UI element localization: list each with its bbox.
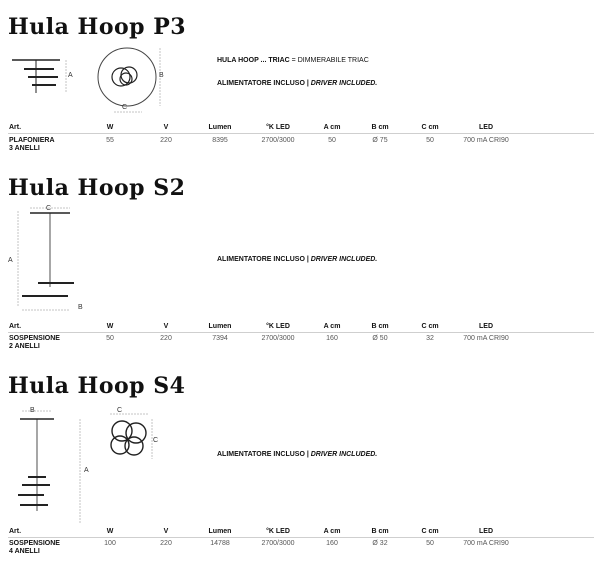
row-v: 220 xyxy=(160,540,172,547)
row-c: 32 xyxy=(426,335,434,342)
dim-label-c: C xyxy=(46,205,52,212)
col-lumen: Lumen xyxy=(208,528,232,535)
col-art: Art. xyxy=(9,124,22,131)
triac-note xyxy=(217,57,369,64)
col-led: LED xyxy=(479,124,493,131)
driver-note-en: DRIVER INCLUDED. xyxy=(310,256,378,263)
driver-note xyxy=(217,80,377,87)
driver-note-en: DRIVER INCLUDED. xyxy=(310,451,378,458)
col-art: Art. xyxy=(9,528,22,535)
row-name-line1: SOSPENSIONE xyxy=(9,540,60,547)
col-w: W xyxy=(106,528,114,535)
driver-note xyxy=(217,256,377,263)
col-lumen: Lumen xyxy=(208,323,232,330)
row-name-line1: SOSPENSIONE xyxy=(9,335,60,342)
row-v: 220 xyxy=(160,137,172,144)
row-k-led: 2700/3000 xyxy=(261,137,295,144)
product-title: Hula Hoop S4 xyxy=(8,373,186,399)
table-divider xyxy=(8,537,594,538)
driver-note xyxy=(217,451,377,458)
table-divider xyxy=(8,332,594,333)
dim-label-b: B xyxy=(78,304,83,311)
product-title: Hula Hoop S2 xyxy=(8,175,186,201)
col-k-led: °K LED xyxy=(266,124,290,131)
product-title: Hula Hoop P3 xyxy=(8,14,187,40)
dim-label-c-top: C xyxy=(117,407,123,414)
product-section-s4 xyxy=(0,373,600,576)
col-b: B cm xyxy=(371,323,389,330)
col-c: C cm xyxy=(421,323,439,330)
driver-note-it: ALIMENTATORE INCLUSO | xyxy=(217,80,311,87)
driver-note-en: DRIVER INCLUDED. xyxy=(310,80,378,87)
row-name-line2: 3 ANELLI xyxy=(9,145,40,152)
col-art: Art. xyxy=(9,323,22,330)
row-b: Ø 50 xyxy=(372,335,388,342)
col-k-led: °K LED xyxy=(266,528,290,535)
col-k-led: °K LED xyxy=(266,323,290,330)
col-b: B cm xyxy=(371,528,389,535)
row-a: 160 xyxy=(326,335,338,342)
col-c: C cm xyxy=(421,124,439,131)
col-a: A cm xyxy=(323,528,341,535)
row-c: 50 xyxy=(426,540,434,547)
dim-label-a: A xyxy=(68,72,73,79)
dim-label-c: C xyxy=(122,104,128,111)
dim-label-b: B xyxy=(159,72,164,79)
row-w: 55 xyxy=(106,137,114,144)
product-section-p3 xyxy=(0,0,600,190)
row-v: 220 xyxy=(160,335,172,342)
row-lumen: 8395 xyxy=(212,137,228,144)
p3-dimension-lines xyxy=(96,46,166,116)
triac-note-text: = DIMMERABILE TRIAC xyxy=(289,57,369,64)
s2-pendant-drawing xyxy=(8,207,88,317)
row-w: 50 xyxy=(106,335,114,342)
row-name-line1: PLAFONIERA xyxy=(9,137,55,144)
row-led: 700 mA CRI90 xyxy=(463,137,509,144)
col-c: C cm xyxy=(421,528,439,535)
s4-top-view-drawing xyxy=(100,411,160,467)
row-k-led: 2700/3000 xyxy=(261,540,295,547)
dim-label-c-side: C xyxy=(153,437,159,444)
col-w: W xyxy=(106,323,114,330)
row-b: Ø 75 xyxy=(372,137,388,144)
triac-note-bold: HULA HOOP ... TRIAC xyxy=(217,57,290,64)
row-a: 50 xyxy=(328,137,336,144)
row-lumen: 7394 xyxy=(212,335,228,342)
row-lumen: 14788 xyxy=(210,540,230,547)
row-b: Ø 32 xyxy=(372,540,388,547)
dim-label-a: A xyxy=(84,467,89,474)
row-a: 160 xyxy=(326,540,338,547)
col-a: A cm xyxy=(323,124,341,131)
row-name-line2: 4 ANELLI xyxy=(9,548,40,555)
product-section-s2 xyxy=(0,175,600,375)
col-v: V xyxy=(163,124,169,131)
col-lumen: Lumen xyxy=(208,124,232,131)
row-led: 700 mA CRI90 xyxy=(463,540,509,547)
row-led: 700 mA CRI90 xyxy=(463,335,509,342)
col-led: LED xyxy=(479,528,493,535)
row-w: 100 xyxy=(104,540,116,547)
col-a: A cm xyxy=(323,323,341,330)
row-c: 50 xyxy=(426,137,434,144)
driver-note-it: ALIMENTATORE INCLUSO | xyxy=(217,256,311,263)
col-b: B cm xyxy=(371,124,389,131)
driver-note-it: ALIMENTATORE INCLUSO | xyxy=(217,451,311,458)
col-v: V xyxy=(163,323,169,330)
col-w: W xyxy=(106,124,114,131)
dim-label-b: B xyxy=(30,407,35,414)
col-v: V xyxy=(163,528,169,535)
row-name-line2: 2 ANELLI xyxy=(9,343,40,350)
col-led: LED xyxy=(479,323,493,330)
table-divider xyxy=(8,133,594,134)
row-k-led: 2700/3000 xyxy=(261,335,295,342)
dim-label-a: A xyxy=(8,257,13,264)
